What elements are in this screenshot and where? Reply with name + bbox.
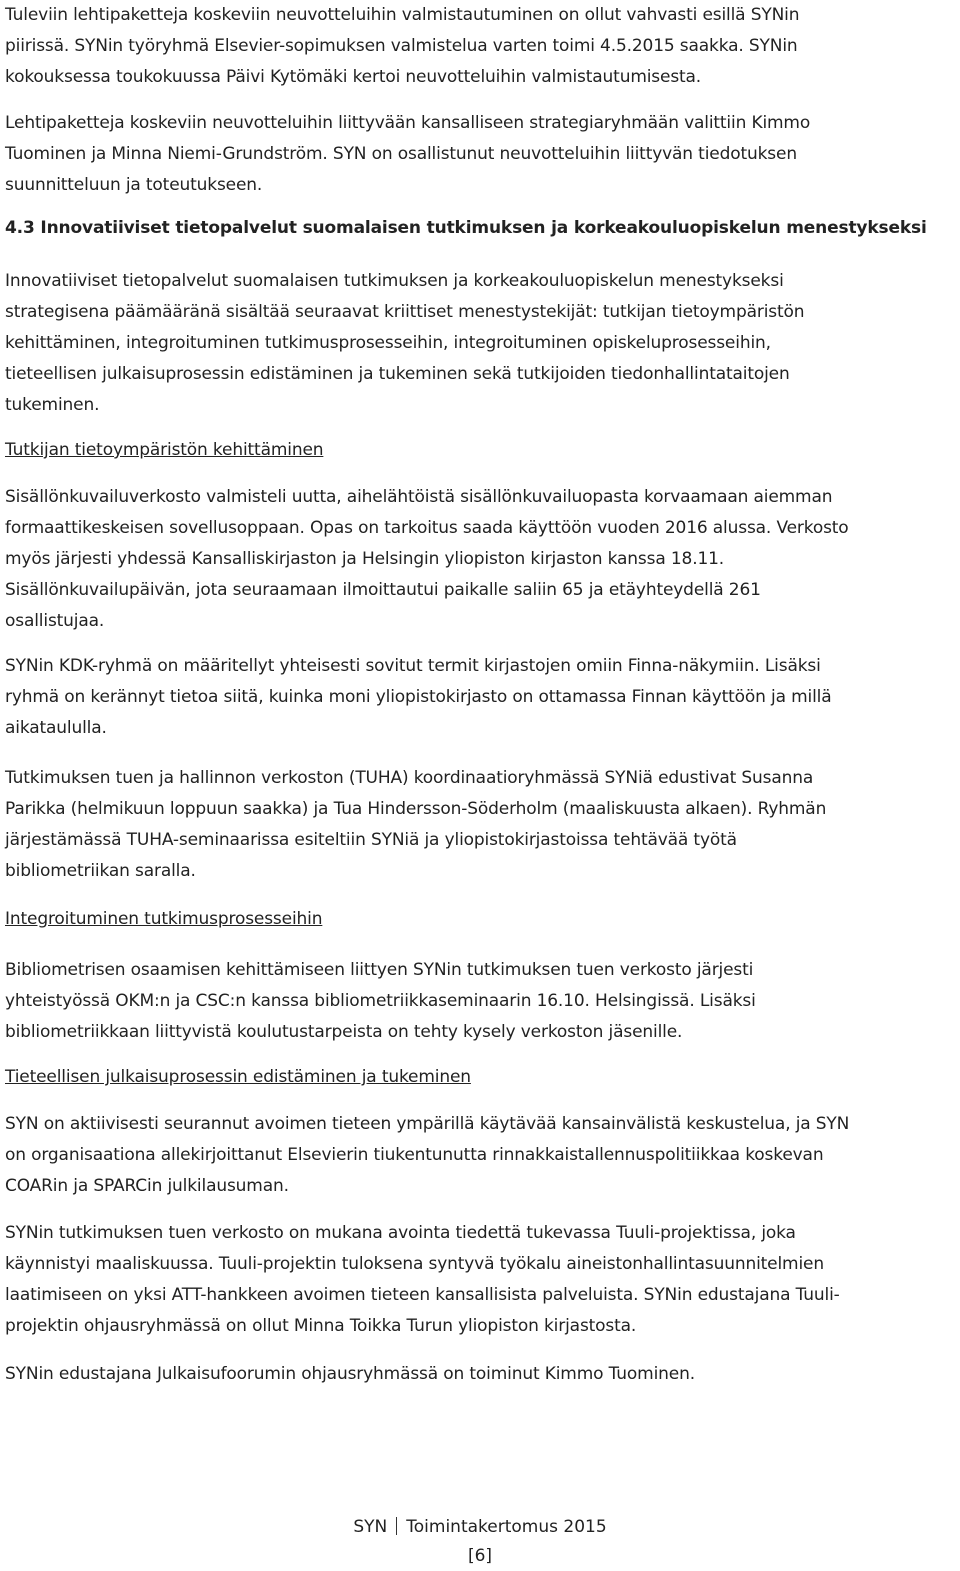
text-line: aikataululla. <box>5 718 107 738</box>
text-line: osallistujaa. <box>5 611 105 631</box>
paragraph <box>5 955 953 1048</box>
footer-title: Toimintakertomus 2015 <box>406 1517 607 1537</box>
text-line: Integroituminen tutkimusprosesseihin <box>5 909 323 929</box>
text-line: Tuominen ja Minna Niemi-Grundström. SYN on osallistunut neuvotteluihin liittyvän tiedotuksen <box>5 144 797 164</box>
paragraph <box>5 1359 953 1390</box>
text-line: strategisena päämääränä sisältää seuraavat kriittiset menestystekijät: tutkijan tietoympäristön <box>5 302 805 322</box>
footer-org: SYN <box>353 1517 388 1537</box>
text-line: SYNin KDK-ryhmä on määritellyt yhteisesti sovitut termit kirjastojen omiin Finna-näkymiin. Lisäksi <box>5 656 821 676</box>
text-line: formaattikeskeisen sovellusoppaan. Opas on tarkoitus saada käyttöön vuoden 2016 alussa. Verkosto <box>5 518 849 538</box>
paragraph <box>5 482 953 637</box>
text-line: myös järjesti yhdessä Kansalliskirjaston ja Helsingin yliopiston kirjaston kanssa 18.11. <box>5 549 725 569</box>
subsection-heading <box>5 435 953 466</box>
text-line: laatimiseen on yksi ATT-hankkeen avoimen tieteen kansallisista palveluista. SYNin edustajana Tuuli- <box>5 1285 840 1305</box>
text-line: on organisaationa allekirjoittanut Elsevierin tiukentunutta rinnakkaistallennuspolitiikkaa koskevan <box>5 1145 824 1165</box>
text-line: käynnistyi maaliskuussa. Tuuli-projektin tuloksena syntyvä työkalu aineistonhallintasuunnitelmien <box>5 1254 824 1274</box>
text-line: 4.3 Innovatiiviset tietopalvelut suomalaisen tutkimuksen ja korkeakouluopiskelun menestykseksi <box>5 218 927 238</box>
text-line: Tieteellisen julkaisuprosessin edistäminen ja tukeminen <box>5 1067 471 1087</box>
paragraph <box>5 0 953 93</box>
page-footer <box>0 1514 960 1540</box>
text-line: SYNin tutkimuksen tuen verkosto on mukana avointa tiedettä tukevassa Tuuli-projektissa, joka <box>5 1223 796 1243</box>
page-number: [6] <box>467 1546 493 1566</box>
text-line: ryhmä on kerännyt tietoa siitä, kuinka moni yliopistokirjasto on ottamassa Finnan käyttöön ja millä <box>5 687 832 707</box>
text-line: Tuleviin lehtipaketteja koskeviin neuvotteluihin valmistautuminen on ollut vahvasti esillä SYNin <box>5 5 800 25</box>
paragraph <box>5 651 953 744</box>
text-line: Innovatiiviset tietopalvelut suomalaisen tutkimuksen ja korkeakouluopiskelun menestykseksi <box>5 271 784 291</box>
paragraph <box>5 763 953 887</box>
text-line: COARin ja SPARCin julkilausuman. <box>5 1176 289 1196</box>
text-line: SYN on aktiivisesti seurannut avoimen tieteen ympärillä käytävää kansainvälistä keskustelua, ja SYN <box>5 1114 850 1134</box>
text-line: tukeminen. <box>5 395 100 415</box>
text-line: SYNin edustajana Julkaisufoorumin ohjausryhmässä on toiminut Kimmo Tuominen. <box>5 1364 695 1384</box>
text-line: Tutkimuksen tuen ja hallinnon verkoston (TUHA) koordinaatioryhmässä SYNiä edustivat Susanna <box>5 768 814 788</box>
text-line: Sisällönkuvailuverkosto valmisteli uutta, aihelähtöistä sisällönkuvailuopasta korvaamaan aiemman <box>5 487 833 507</box>
text-line: kokouksessa toukokuussa Päivi Kytömäki kertoi neuvotteluihin valmistautumisesta. <box>5 67 702 87</box>
paragraph <box>5 1218 953 1342</box>
footer-separator <box>396 1517 397 1535</box>
text-line: bibliometriikkaan liittyvistä koulutustarpeista on tehty kysely verkoston jäsenille. <box>5 1022 683 1042</box>
text-line: järjestämässä TUHA-seminaarissa esiteltiin SYNiä ja yliopistokirjastoissa tehtävää työtä <box>5 830 737 850</box>
text-line: bibliometriikan saralla. <box>5 861 196 881</box>
paragraph <box>5 266 953 421</box>
paragraph <box>5 1109 953 1202</box>
subsection-heading <box>5 904 953 935</box>
text-line: Bibliometrisen osaamisen kehittämiseen liittyen SYNin tutkimuksen tuen verkosto järjesti <box>5 960 754 980</box>
text-line: tieteellisen julkaisuprosessin edistäminen ja tukeminen sekä tutkijoiden tiedonhallintataitojen <box>5 364 790 384</box>
text-line: Sisällönkuvailupäivän, jota seuraamaan ilmoittautui paikalle saliin 65 ja etäyhteydellä 261 <box>5 580 761 600</box>
text-line: suunnitteluun ja toteutukseen. <box>5 175 263 195</box>
paragraph <box>5 108 953 201</box>
text-line: yhteistyössä OKM:n ja CSC:n kanssa bibliometriikkaseminaarin 16.10. Helsingissä. Lisäksi <box>5 991 756 1011</box>
text-line: Tutkijan tietoympäristön kehittäminen <box>5 440 324 460</box>
text-line: piirissä. SYNin työryhmä Elsevier-sopimuksen valmistelua varten toimi 4.5.2015 saakka. SYNin <box>5 36 798 56</box>
text-line: kehittäminen, integroituminen tutkimusprosesseihin, integroituminen opiskeluprosesseihin, <box>5 333 771 353</box>
text-line: Parikka (helmikuun loppuun saakka) ja Tua Hindersson-Söderholm (maaliskuusta alkaen). Ryhmän <box>5 799 827 819</box>
section-heading <box>5 213 953 244</box>
text-line: Lehtipaketteja koskeviin neuvotteluihin liittyvään kansalliseen strategiaryhmään valittiin Kimmo <box>5 113 811 133</box>
subsection-heading <box>5 1062 953 1093</box>
text-line: projektin ohjausryhmässä on ollut Minna Toikka Turun yliopiston kirjastosta. <box>5 1316 637 1336</box>
